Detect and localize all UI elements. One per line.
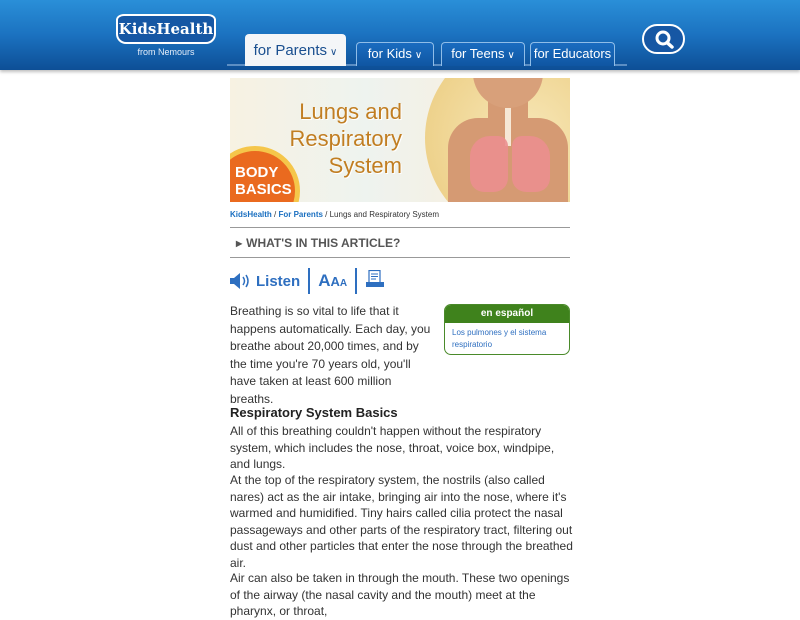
text-size-large: A bbox=[318, 271, 331, 290]
logo-subtitle: from Nemours bbox=[137, 47, 195, 57]
chevron-down-icon: ∨ bbox=[414, 50, 423, 61]
print-button[interactable] bbox=[365, 270, 385, 293]
kidshealth-logo[interactable]: KidsHealth bbox=[116, 14, 216, 44]
triangle-right-icon: ▶ bbox=[236, 239, 243, 248]
badge-line: BASICS bbox=[235, 181, 292, 198]
tab-label: for Educators bbox=[533, 46, 612, 61]
tab-label: for Kids bbox=[367, 46, 412, 61]
toc-label: WHAT'S IN THIS ARTICLE? bbox=[246, 236, 401, 250]
espanol-box bbox=[444, 304, 570, 355]
text-size-button[interactable] bbox=[318, 271, 347, 291]
listen-label: Listen bbox=[256, 272, 301, 290]
tab-for-educators[interactable] bbox=[530, 42, 615, 66]
search-button[interactable] bbox=[642, 24, 685, 54]
listen-button[interactable] bbox=[230, 273, 300, 290]
tab-for-teens[interactable] bbox=[441, 42, 525, 66]
whats-in-this-article-toggle[interactable] bbox=[236, 236, 400, 250]
tab-label: for Teens bbox=[451, 46, 505, 61]
espanol-heading: en español bbox=[445, 305, 569, 323]
article-intro: Breathing is so vital to life that it happens automatically. Each day, you breathe about 20,000 times, and by the time you're 70 years old, you'll have taken at least 600 million breaths. bbox=[230, 304, 431, 406]
search-icon bbox=[654, 30, 676, 50]
section-heading: Respiratory System Basics bbox=[230, 405, 398, 420]
banner-title-line: Respiratory bbox=[289, 126, 402, 151]
article-banner bbox=[230, 78, 570, 202]
espanol-article-link[interactable]: Los pulmones y el sistema respiratorio bbox=[452, 328, 547, 349]
badge-line: BODY bbox=[235, 164, 279, 181]
tab-label: for Parents bbox=[253, 42, 328, 59]
banner-title-line: System bbox=[328, 153, 402, 178]
article-tools bbox=[230, 268, 385, 294]
text-size-medium: A bbox=[330, 274, 340, 289]
body-basics-text bbox=[235, 164, 292, 198]
article-paragraph: At the top of the respiratory system, the nostrils (also called nares) act as the air intake, bringing air into the nose, where it's warmed and humidified. Tiny hairs called cilia protect the nasal passageways and other parts of the respiratory tract, filtering out dust and other particles that enter the nose through the breathed air. bbox=[230, 473, 573, 570]
breadcrumb-kidshealth[interactable]: KidsHealth bbox=[230, 210, 272, 219]
breadcrumb bbox=[230, 210, 439, 219]
article-paragraph: Air can also be taken in through the mouth. These two openings of the airway (the nasal cavity and the mouth) meet at the pharynx, or throat, bbox=[230, 571, 570, 618]
article-paragraph: All of this breathing couldn't happen without the respiratory system, which includes the nose, throat, voice box, windpipe, and lungs. bbox=[230, 424, 555, 471]
text-size-small: A bbox=[339, 278, 348, 289]
tool-separator bbox=[355, 268, 357, 294]
tab-for-kids[interactable] bbox=[356, 42, 434, 66]
divider bbox=[230, 227, 570, 228]
banner-left-lung bbox=[470, 136, 508, 192]
banner-title-line: Lungs and bbox=[299, 99, 402, 124]
site-header bbox=[0, 0, 800, 70]
banner-title bbox=[282, 98, 402, 179]
banner-right-lung bbox=[512, 136, 550, 192]
divider bbox=[230, 257, 570, 258]
tool-separator bbox=[308, 268, 310, 294]
chevron-down-icon: ∨ bbox=[507, 50, 515, 61]
tab-for-parents[interactable] bbox=[245, 34, 346, 66]
print-icon bbox=[365, 270, 385, 288]
breadcrumb-separator: / bbox=[271, 210, 279, 219]
breadcrumb-for-parents[interactable]: For Parents bbox=[278, 210, 323, 219]
breadcrumb-current: Lungs and Respiratory System bbox=[329, 210, 439, 219]
speaker-icon bbox=[230, 273, 252, 289]
breadcrumb-separator: / bbox=[322, 210, 330, 219]
chevron-down-icon: ∨ bbox=[330, 47, 338, 58]
